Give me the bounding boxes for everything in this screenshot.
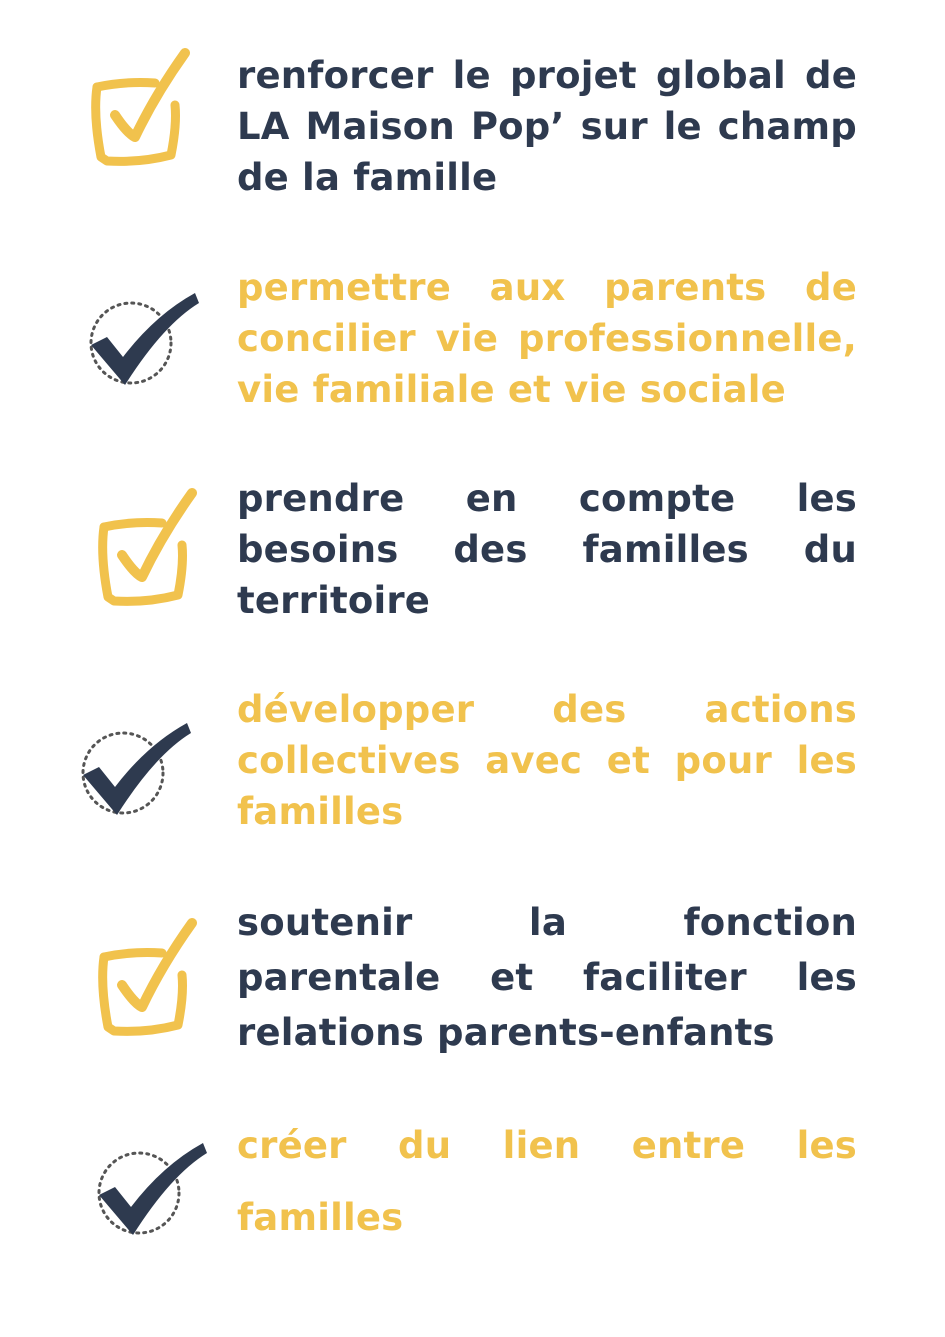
square-check-icon [85, 45, 195, 175]
list-item-text: renforcer le projet global de LA Maison Pop’ sur le champ de la famille [237, 54, 857, 199]
list-item-text: permettre aux parents de concilier vie professionnelle, vie familiale et vie sociale [237, 266, 857, 411]
circle-check-icon [77, 715, 197, 825]
list-item-text: créer du lien entre les familles [237, 1124, 857, 1239]
circle-check-icon [93, 1135, 213, 1245]
circle-check-icon [85, 285, 205, 395]
square-check-icon [92, 915, 202, 1045]
list-item-text: soutenir la fonction parentale et faciliter les relations parents-enfants [237, 901, 857, 1054]
list-item-text: prendre en compte les besoins des familles du territoire [237, 477, 857, 622]
square-check-icon [92, 485, 202, 615]
list-item-text: développer des actions collectives avec et pour les familles [237, 688, 857, 833]
